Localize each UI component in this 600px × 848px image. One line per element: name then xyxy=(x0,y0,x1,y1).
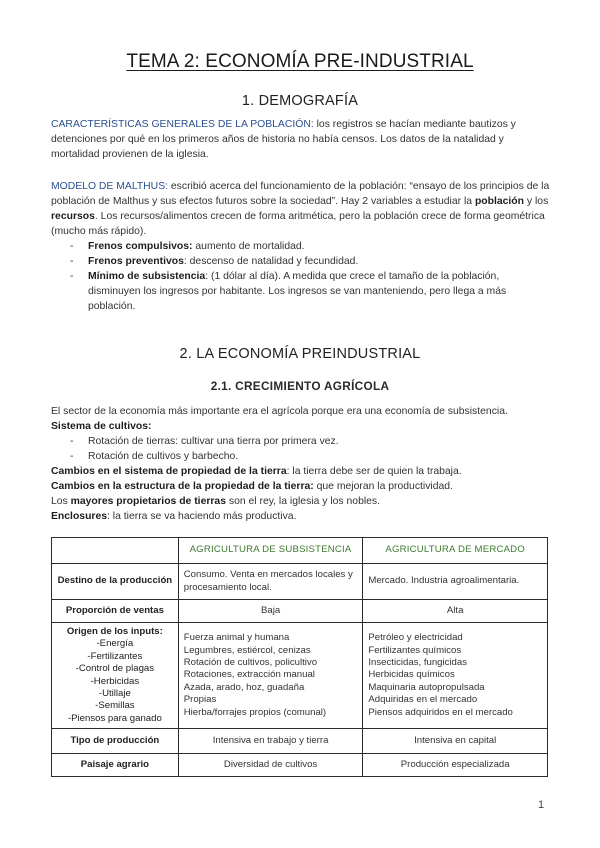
dash-bullet-icon: - xyxy=(70,451,74,462)
input-item: Piensos adquiridos en el mercado xyxy=(368,706,513,718)
cell-destino-subsistencia: Consumo. Venta en mercados locales y procesamiento local. xyxy=(178,564,363,600)
caracteristicas-text: los registros se hacían mediante bautizos y detenciones por qué en los primeros años de historia no había censos. Los datos de la natalidad y mortalidad provienen de la iglesia. xyxy=(51,119,516,160)
bullet-bold: Frenos preventivos xyxy=(88,256,184,267)
table-header-row xyxy=(52,538,548,564)
list-item xyxy=(51,239,551,254)
list-item xyxy=(51,269,551,314)
inputs-sub-label: -Control de plagas xyxy=(75,663,155,675)
inputs-sub-label: -Energía xyxy=(96,638,134,650)
cell-proporcion-subsistencia: Baja xyxy=(178,600,363,623)
input-item: Rotación de cultivos, policultivo xyxy=(183,657,318,669)
cell-tipo-subsistencia: Intensiva en trabajo y tierra xyxy=(178,729,363,754)
line-text: : la tierra se va haciendo más productiva. xyxy=(107,511,297,522)
cambios-line xyxy=(51,464,551,479)
input-item: Fuerza animal y humana xyxy=(183,632,290,644)
row-label-inputs xyxy=(52,623,179,729)
header-subsistencia: AGRICULTURA DE SUBSISTENCIA xyxy=(178,538,363,564)
bullet-text: : (1 dólar al día). A medida que crece el tamaño de la población, disminuyen los ingresos por habitante. Los ingresos se van manteniendo, pero llega a más población. xyxy=(88,271,507,312)
malthus-bold-recursos: recursos xyxy=(51,211,95,222)
section-heading-demografia: 1. DEMOGRAFÍA xyxy=(241,93,359,109)
cultivo-item-text: Rotación de tierras: cultivar una tierra por primera vez. xyxy=(88,436,339,447)
input-item: Maquinaria autopropulsada xyxy=(368,681,485,693)
paragraph-intro xyxy=(51,404,551,434)
inputs-sub-label: -Semillas xyxy=(95,700,135,712)
cambios-line xyxy=(51,479,551,494)
bullet-bold: Mínimo de subsistencia xyxy=(88,271,206,282)
cultivos-list xyxy=(51,434,551,464)
header-mercado: AGRICULTURA DE MERCADO xyxy=(363,538,548,564)
input-item: Herbicidas químicos xyxy=(368,669,455,681)
malthus-bullet-list xyxy=(51,239,551,314)
intro-text: El sector de la economía más importante era el agrícola porque era una economía de subsistencia. xyxy=(51,406,508,417)
comparison-table xyxy=(51,537,548,777)
input-item: Fertilizantes químicos xyxy=(368,644,462,656)
title-text: TEMA 2: ECONOMÍA PRE-INDUSTRIAL xyxy=(126,51,474,72)
cell-paisaje-subsistencia: Diversidad de cultivos xyxy=(178,754,363,777)
table-row xyxy=(52,600,548,623)
dash-bullet-icon: - xyxy=(70,271,74,282)
line-text: : la tierra debe ser de quien la trabaja. xyxy=(286,466,462,477)
inputs-sub-label: -Fertilizantes xyxy=(87,650,143,662)
line-bold: Cambios en el sistema de propiedad de la tierra xyxy=(51,466,287,477)
input-item: Azada, arado, hoz, guadaña xyxy=(183,681,305,693)
paragraph-cambios xyxy=(51,464,551,524)
input-item: Petróleo y electricidad xyxy=(368,632,463,644)
cell-destino-mercado: Mercado. Industria agroalimentaria. xyxy=(363,564,548,600)
dash-bullet-icon: - xyxy=(70,256,74,267)
enclosures-line xyxy=(51,509,551,524)
line-bold: mayores propietarios de tierras xyxy=(70,496,226,507)
propietarios-line xyxy=(51,494,551,509)
input-item: Propias xyxy=(183,694,217,706)
inputs-sub-label: -Piensos para ganado xyxy=(67,712,162,724)
bullet-text: : descenso de natalidad y fecundidad. xyxy=(183,256,359,267)
row-label-destino: Destino de la producción xyxy=(52,564,179,600)
line-text: Los xyxy=(51,496,71,507)
line-text: son el rey, la iglesia y los nobles. xyxy=(226,496,381,507)
cell-paisaje-mercado: Producción especializada xyxy=(363,754,548,777)
caracteristicas-label: CARACTERÍSTICAS GENERALES DE LA POBLACIÓN: xyxy=(51,119,314,130)
table-corner-cell xyxy=(52,538,179,564)
line-bold: Enclosures xyxy=(51,511,108,522)
subsection-heading-crecimiento: 2.1. CRECIMIENTO AGRÍCOLA xyxy=(210,379,390,393)
table-row xyxy=(52,754,548,777)
malthus-bold-poblacion: población xyxy=(474,196,525,207)
malthus-text: . Los recursos/alimentos crecen de forma aritmética, pero la población crece de forma geométrica (mucho más rápido). xyxy=(51,211,545,237)
bullet-bold: Frenos compulsivos: xyxy=(88,241,193,252)
row-label-paisaje: Paisaje agrario xyxy=(52,754,179,777)
cell-tipo-mercado: Intensiva en capital xyxy=(363,729,548,754)
input-item: Rotaciones, extracción manual xyxy=(183,669,315,681)
cell-inputs-mercado xyxy=(363,623,548,729)
row-label-proporcion: Proporción de ventas xyxy=(52,600,179,623)
table-row xyxy=(52,729,548,754)
table-row xyxy=(52,564,548,600)
cell-proporcion-mercado: Alta xyxy=(363,600,548,623)
paragraph-malthus xyxy=(51,179,551,239)
cultivos-label: Sistema de cultivos: xyxy=(51,421,152,432)
line-text: que mejoran la productividad. xyxy=(313,481,453,492)
page-number: 1 xyxy=(538,799,545,811)
input-item: Hierba/forrajes propios (comunal) xyxy=(183,706,327,718)
paragraph-caracteristicas xyxy=(51,117,551,162)
cultivo-item-text: Rotación de cultivos y barbecho. xyxy=(88,451,239,462)
malthus-text: escribió acerca del funcionamiento de la población: “ensayo de los principios de la población de Malthus y sus efectos futuros sobre la sociedad”. Hay 2 variables a estudiar la xyxy=(51,181,550,207)
inputs-sub-label: -Utillaje xyxy=(98,688,131,700)
line-bold: Cambios en la estructura de la propiedad de la tierra: xyxy=(51,481,314,492)
list-item xyxy=(51,434,551,449)
inputs-sub-label: -Herbicidas xyxy=(90,675,140,687)
input-item: Insecticidas, fungicidas xyxy=(368,657,468,669)
bullet-text: aumento de mortalidad. xyxy=(192,241,305,252)
inputs-label: Origen de los inputs: xyxy=(66,626,163,637)
dash-bullet-icon: - xyxy=(70,436,74,447)
list-item xyxy=(51,254,551,269)
document-title xyxy=(0,50,600,74)
malthus-label: MODELO DE MALTHUS: xyxy=(51,181,169,192)
input-item: Legumbres, estiércol, cenizas xyxy=(183,644,311,656)
cell-inputs-subsistencia xyxy=(178,623,363,729)
malthus-text: y los xyxy=(524,196,549,207)
input-item: Adquiridas en el mercado xyxy=(368,694,478,706)
table-row xyxy=(52,623,548,729)
list-item xyxy=(51,449,551,464)
row-label-tipo: Tipo de producción xyxy=(52,729,179,754)
dash-bullet-icon: - xyxy=(70,241,74,252)
section-heading-economia: 2. LA ECONOMÍA PREINDUSTRIAL xyxy=(179,346,421,362)
